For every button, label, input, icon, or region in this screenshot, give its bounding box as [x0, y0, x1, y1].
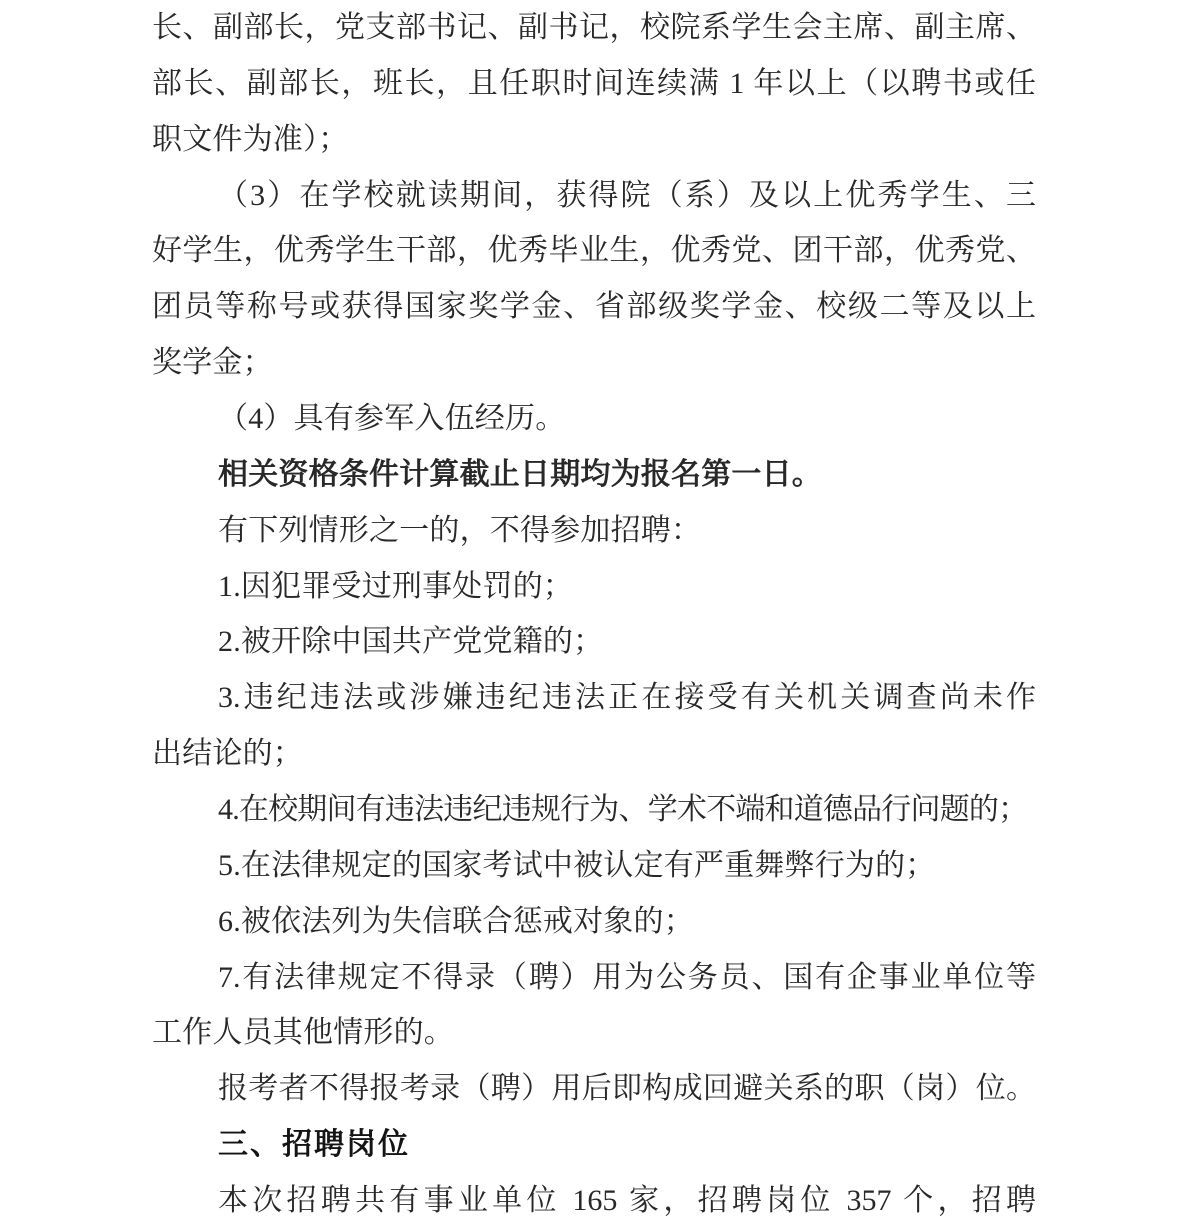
section-heading: 三、招聘岗位 [218, 1128, 410, 1162]
doc-line: 好学生，优秀学生干部，优秀毕业生，优秀党、团干部，优秀党、 [152, 234, 1036, 268]
doc-line: 职文件为准）； [152, 122, 349, 156]
doc-line: 团员等称号或获得国家奖学金、省部级奖学金、校级二等及以上 [152, 290, 1036, 324]
doc-line: 出结论的； [152, 737, 303, 771]
doc-list-item: 4.在校期间有违法违纪违规行为、学术不端和道德品行问题的； [218, 793, 1028, 827]
doc-list-item: 7.有法律规定不得录（聘）用为公务员、国有企事业单位等 [218, 960, 1036, 994]
doc-line: 有下列情形之一的，不得参加招聘： [218, 513, 702, 547]
doc-line: （4）具有参军入伍经历。 [218, 402, 566, 436]
doc-list-item: 5.在法律规定的国家考试中被认定有严重舞弊行为的； [218, 848, 936, 882]
doc-line: 工作人员其他情形的。 [152, 1016, 454, 1050]
doc-list-item: 6.被依法列为失信联合惩戒对象的； [218, 904, 694, 938]
doc-line: 本次招聘共有事业单位 165 家，招聘岗位 357 个，招聘 [218, 1184, 1036, 1218]
doc-line: （3）在学校就读期间，获得院（系）及以上优秀学生、三 [218, 178, 1036, 212]
doc-line: 报考者不得报考录（聘）用后即构成回避关系的职（岗）位。 [218, 1072, 1036, 1106]
doc-line-emphasis: 相关资格条件计算截止日期均为报名第一日。 [218, 457, 822, 491]
document-page [152, 0, 1036, 1229]
doc-list-item: 3.违纪违法或涉嫌违纪违法正在接受有关机关调查尚未作 [218, 681, 1036, 715]
doc-line: 奖学金； [152, 346, 273, 380]
doc-list-item: 2.被开除中国共产党党籍的； [218, 625, 604, 659]
doc-line: 长、副部长，党支部书记、副书记，校院系学生会主席、副主席、 [152, 11, 1036, 44]
doc-list-item: 1.因犯罪受过刑事处罚的； [218, 569, 574, 603]
doc-line: 部长、副部长，班长，且任职时间连续满 1 年以上（以聘书或任 [152, 66, 1036, 100]
